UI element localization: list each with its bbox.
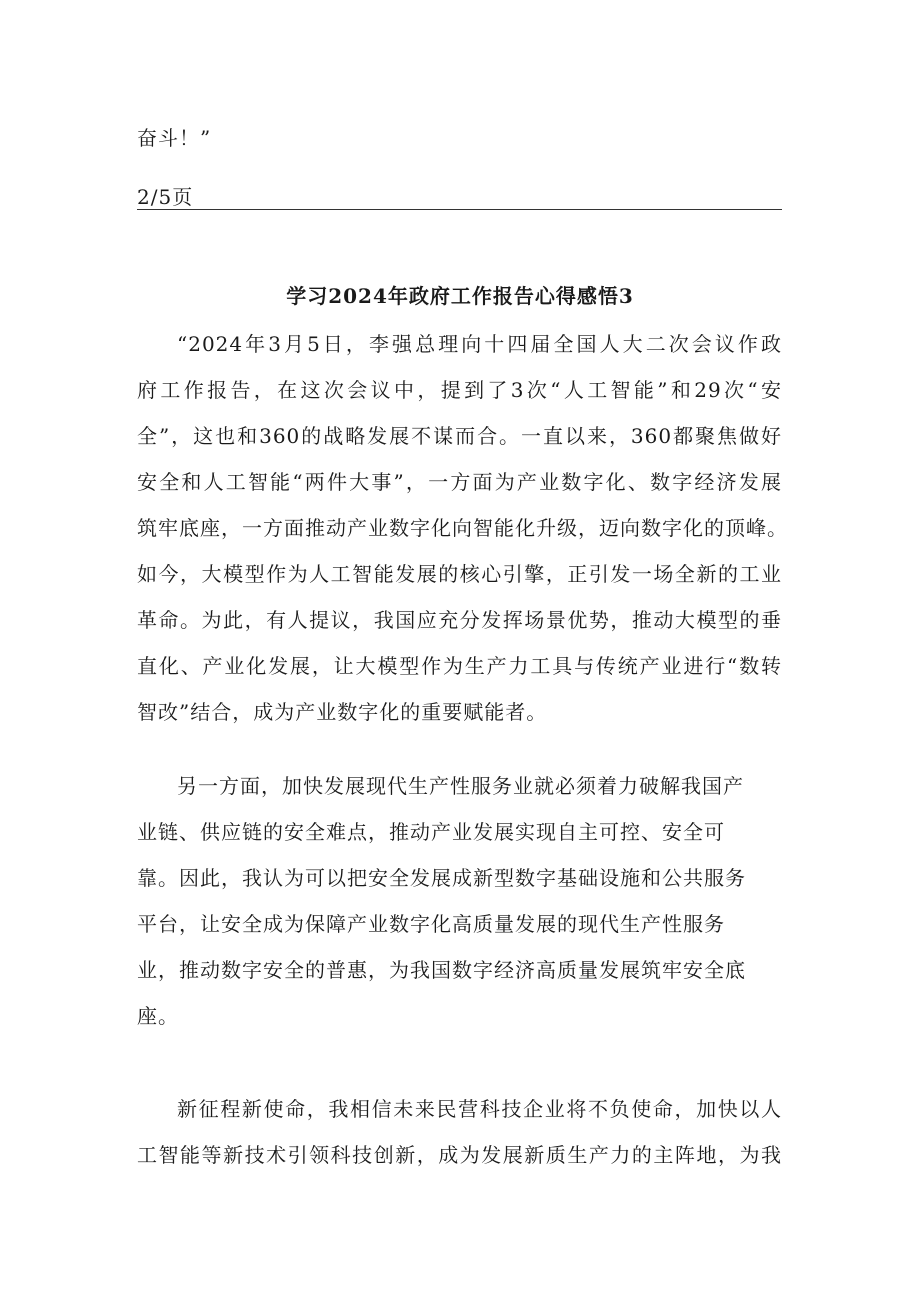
paragraph-3-line: 工智能等新技术引领科技创新，成为发展新质生产力的主阵地，为我 — [137, 1143, 782, 1167]
paragraph-1-line: 革命。为此，有人提议，我国应充分发挥场景优势，推动大模型的垂 — [137, 608, 782, 632]
paragraph-2-line: 座。 — [137, 1004, 179, 1028]
paragraph-2-line: 平台，让安全成为保障产业数字化高质量发展的现代生产性服务 — [137, 912, 725, 936]
paragraph-1-line: “2024年3月5日，李强总理向十四届全国人大二次会议作政 — [177, 332, 782, 356]
article-title: 学习2024年政府工作报告心得感悟3 — [286, 284, 634, 308]
paragraph-1-line: 安全和人工智能“两件大事”，一方面为产业数字化、数字经济发展 — [137, 470, 782, 494]
paragraph-1-line: 智改”结合，成为产业数字化的重要赋能者。 — [137, 700, 548, 724]
paragraph-2-line: 业，推动数字安全的普惠，为我国数字经济高质量发展筑牢安全底 — [137, 958, 746, 982]
paragraph-1-line: 如今，大模型作为人工智能发展的核心引擎，正引发一场全新的工业 — [137, 562, 782, 586]
paragraph-1-line: 筑牢底座，一方面推动产业数字化向智能化升级，迈向数字化的顶峰。 — [137, 516, 788, 540]
page-number: 2/5页 — [137, 185, 194, 209]
paragraph-2-line: 业链、供应链的安全难点，推动产业发展实现自主可控、安全可 — [137, 820, 725, 844]
page-divider — [137, 209, 782, 210]
paragraph-1-line: 府工作报告，在这次会议中，提到了3次“人工智能”和29次“安 — [137, 378, 782, 402]
paragraph-3-line: 新征程新使命，我相信未来民营科技企业将不负使命，加快以人 — [177, 1097, 782, 1121]
paragraph-2-line: 靠。因此，我认为可以把安全发展成新型数字基础设施和公共服务 — [137, 866, 746, 890]
paragraph-1-line: 全”，这也和360的战略发展不谋而合。一直以来，360都聚焦做好 — [137, 424, 782, 448]
previous-page-tail-text: 奋斗！” — [137, 126, 212, 150]
paragraph-1-line: 直化、产业化发展，让大模型作为生产力工具与传统产业进行“数转 — [137, 654, 782, 678]
paragraph-2-line: 另一方面，加快发展现代生产性服务业就必须着力破解我国产 — [177, 774, 744, 798]
